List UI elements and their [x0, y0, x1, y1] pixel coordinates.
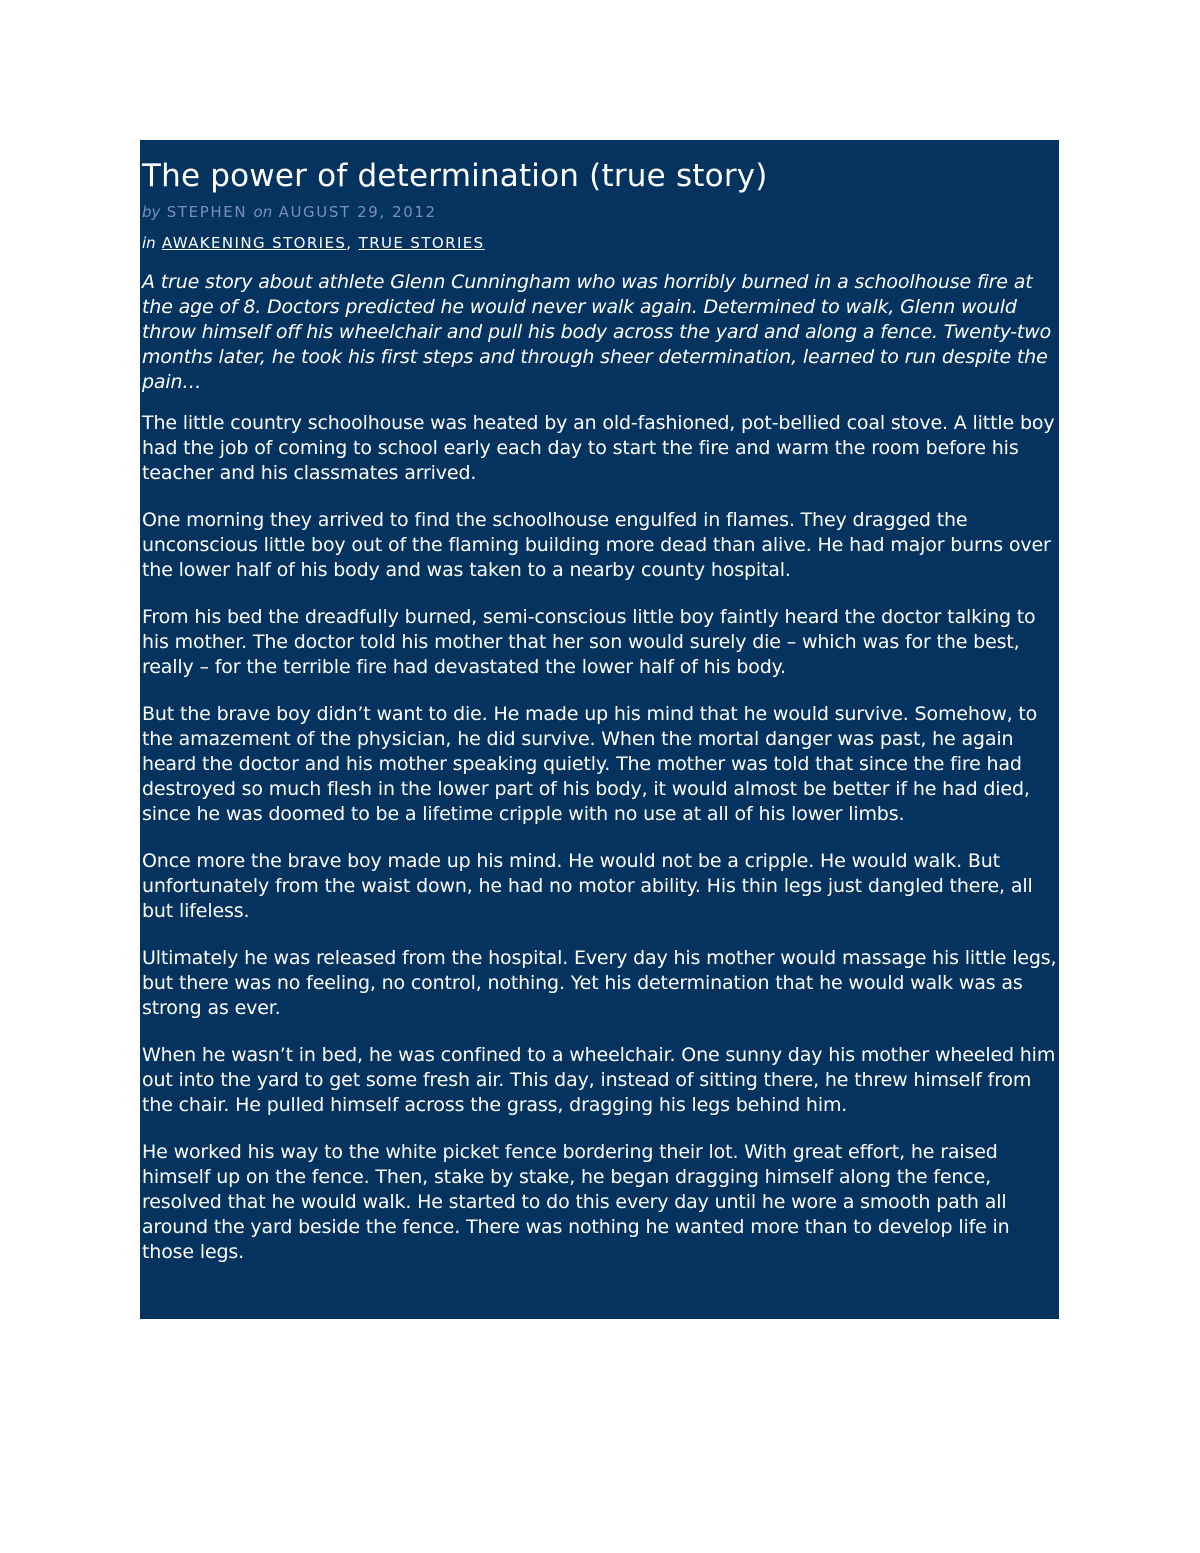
- category-link-awakening-stories[interactable]: AWAKENING STORIES: [161, 234, 347, 252]
- article-paragraph: The little country schoolhouse was heated by an old-fashioned, pot-bellied coal stove. A little boy had the job of coming to school early each day to start the fire and warm the room before his teacher and his classmates arrived.: [142, 412, 1055, 484]
- article-paragraph: But the brave boy didn’t want to die. He made up his mind that he would survive. Somehow, to the amazement of the physician, he did survive. When the mortal danger was past, he again heard the doctor and his mother speaking quietly. The mother was told that since the fire had destroyed so much flesh in the lower part of his body, it would almost be better if he had died, since he was doomed to be a lifetime cripple with no use at all of his lower limbs.: [142, 703, 1038, 825]
- article-panel: [140, 140, 1059, 1319]
- article-lede: A true story about athlete Glenn Cunningham who was horribly burned in a schoolhouse fire at the age of 8. Doctors predicted he would never walk again. Determined to walk, Glenn would throw himself off his wheelchair and pull his body across the yard and along a fence. Twenty-two months later, he took his first steps and through sheer determination, learned to run despite the pain…: [142, 271, 1052, 393]
- article-categories: [142, 232, 1057, 254]
- byline-by-word: by: [142, 203, 161, 221]
- article-paragraph: Ultimately he was released from the hospital. Every day his mother would massage his little legs, but there was no feeling, no control, nothing. Yet his determination that he would walk was as strong as ever.: [142, 947, 1057, 1019]
- category-link-true-stories[interactable]: TRUE STORIES: [358, 234, 485, 252]
- article-byline: [142, 202, 1057, 222]
- article-paragraph: From his bed the dreadfully burned, semi-conscious little boy faintly heard the doctor talking to his mother. The doctor told his mother that her son would surely die – which was for the best, really – for the terrible fire had devastated the lower half of his body.: [142, 606, 1036, 678]
- article-title: The power of determination (true story): [142, 158, 768, 194]
- byline-on-word: on: [253, 203, 273, 221]
- category-separator: ,: [346, 234, 353, 252]
- article-paragraph: One morning they arrived to find the schoolhouse engulfed in flames. They dragged the unconscious little boy out of the flaming building more dead than alive. He had major burns over the lower half of his body and was taken to a nearby county hospital.: [142, 509, 1051, 581]
- article-paragraph: When he wasn’t in bed, he was confined to a wheelchair. One sunny day his mother wheeled him out into the yard to get some fresh air. This day, instead of sitting there, he threw himself from the chair. He pulled himself across the grass, dragging his legs behind him.: [142, 1044, 1056, 1116]
- categories-in-word: in: [142, 234, 156, 252]
- byline-author: STEPHEN: [166, 203, 248, 221]
- byline-date: AUGUST 29, 2012: [278, 203, 437, 221]
- article-paragraph: Once more the brave boy made up his mind. He would not be a cripple. He would walk. But unfortunately from the waist down, he had no motor ability. His thin legs just dangled there, all but lifeless.: [142, 850, 1033, 922]
- article-paragraph: He worked his way to the white picket fence bordering their lot. With great effort, he raised himself up on the fence. Then, stake by stake, he began dragging himself along the fence, resolved that he would walk. He started to do this every day until he wore a smooth path all around the yard beside the fence. There was nothing he wanted more than to develop life in those legs.: [142, 1141, 1010, 1263]
